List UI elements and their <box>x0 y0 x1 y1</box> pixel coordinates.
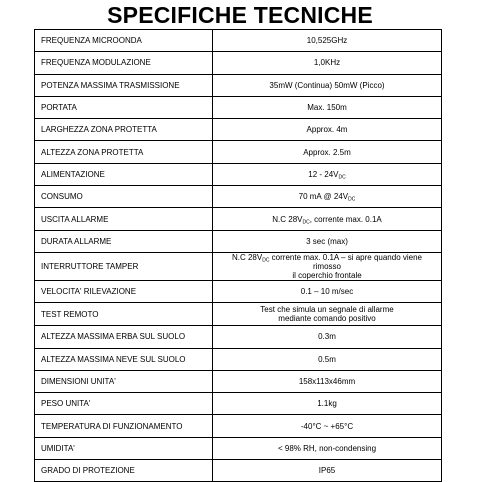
value-text: 12 - 24V <box>308 169 339 179</box>
spec-label: PESO UNITA' <box>35 393 213 415</box>
table-row <box>35 303 442 326</box>
spec-label: FREQUENZA MODULAZIONE <box>35 52 213 74</box>
spec-value: 10,525GHz <box>213 30 442 52</box>
spec-value <box>213 303 442 326</box>
table-row <box>35 74 442 96</box>
table-row <box>35 163 442 185</box>
spec-label: VELOCITA' RILEVAZIONE <box>35 280 213 302</box>
spec-value <box>213 163 442 185</box>
value-subscript: DC <box>302 219 310 226</box>
table-row <box>35 186 442 208</box>
spec-label: FREQUENZA MICROONDA <box>35 30 213 52</box>
spec-value <box>213 208 442 230</box>
spec-label: UMIDITA' <box>35 437 213 459</box>
spec-value: 1,0KHz <box>213 52 442 74</box>
table-row <box>35 280 442 302</box>
table-row <box>35 230 442 252</box>
spec-value: Approx. 2.5m <box>213 141 442 163</box>
spec-value <box>213 186 442 208</box>
table-row <box>35 141 442 163</box>
table-row <box>35 370 442 392</box>
table-row <box>35 119 442 141</box>
spec-label: ALTEZZA MASSIMA ERBA SUL SUOLO <box>35 326 213 348</box>
table-row <box>35 348 442 370</box>
table-row <box>35 326 442 348</box>
value-text: N.C 28V <box>272 214 303 224</box>
table-row <box>35 252 442 280</box>
spec-value: < 98% RH, non-condensing <box>213 437 442 459</box>
spec-label: TEST REMOTO <box>35 303 213 326</box>
spec-label: GRADO DI PROTEZIONE <box>35 460 213 482</box>
value-text-line2: il coperchio frontale <box>292 270 362 280</box>
spec-value <box>213 252 442 280</box>
value-subscript: DC <box>338 174 346 181</box>
value-text: 70 mA @ 24V <box>298 192 349 202</box>
value-text: N.C 28V <box>231 252 263 262</box>
spec-label: ALIMENTAZIONE <box>35 163 213 185</box>
table-row <box>35 96 442 118</box>
spec-label: LARGHEZZA ZONA PROTETTA <box>35 119 213 141</box>
spec-value: 35mW (Continua) 50mW (Picco) <box>213 74 442 96</box>
table-row <box>35 30 442 52</box>
spec-value: IP65 <box>213 460 442 482</box>
spec-label: ALTEZZA MASSIMA NEVE SUL SUOLO <box>35 348 213 370</box>
spec-value: -40°C ~ +65°C <box>213 415 442 437</box>
page-title: SPECIFICHE TECNICHE <box>107 2 373 28</box>
table-row <box>35 208 442 230</box>
spec-label: ALTEZZA ZONA PROTETTA <box>35 141 213 163</box>
spec-label: PORTATA <box>35 96 213 118</box>
spec-value: 0.3m <box>213 326 442 348</box>
table-row <box>35 52 442 74</box>
value-text-tail: , corrente max. 0.1A <box>309 214 382 224</box>
value-text: Test che simula un segnale di allarme <box>260 305 394 315</box>
spec-label: USCITA ALLARME <box>35 208 213 230</box>
spec-value: 0.1 – 10 m/sec <box>213 280 442 302</box>
spec-value: Max. 150m <box>213 96 442 118</box>
spec-label: POTENZA MASSIMA TRASMISSIONE <box>35 74 213 96</box>
spec-label: DURATA ALLARME <box>35 230 213 252</box>
value-subscript: DC <box>262 257 270 264</box>
table-row <box>35 460 442 482</box>
value-subscript: DC <box>348 196 356 203</box>
spec-label: CONSUMO <box>35 186 213 208</box>
table-row <box>35 393 442 415</box>
spec-value: 3 sec (max) <box>213 230 442 252</box>
spec-label: DIMENSIONI UNITA' <box>35 370 213 392</box>
spec-table <box>34 29 442 482</box>
spec-label: TEMPERATURA DI FUNZIONAMENTO <box>35 415 213 437</box>
spec-value: 0.5m <box>213 348 442 370</box>
value-text-tail: corrente max. 0.1A – si apre quando viene rimosso <box>269 252 422 271</box>
spec-value: 1.1kg <box>213 393 442 415</box>
spec-value: 158x113x46mm <box>213 370 442 392</box>
table-row <box>35 415 442 437</box>
spec-value: Approx. 4m <box>213 119 442 141</box>
value-text-line2: mediante comando positivo <box>278 314 376 324</box>
spec-label: INTERRUTTORE TAMPER <box>35 252 213 280</box>
table-row <box>35 437 442 459</box>
